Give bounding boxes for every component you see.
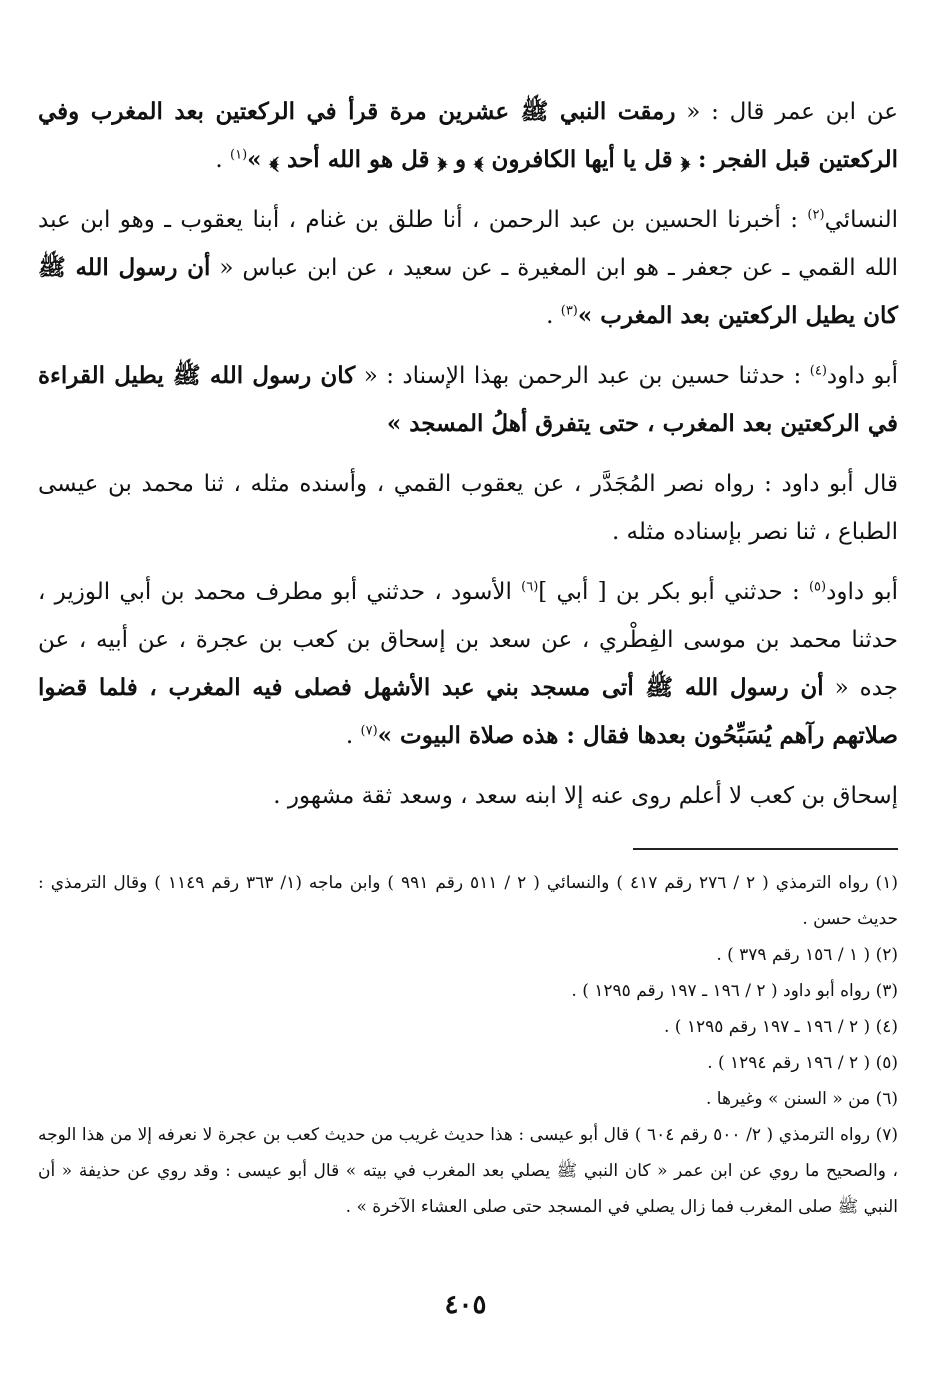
text-segment: النسائي bbox=[824, 207, 898, 233]
paragraph bbox=[38, 352, 898, 448]
footnote-number: (١) bbox=[875, 873, 898, 893]
paragraph bbox=[38, 568, 898, 760]
footnote-ref: (١) bbox=[230, 147, 248, 163]
footnote-ref: (٦) bbox=[521, 579, 539, 595]
text-segment: . bbox=[215, 147, 231, 173]
text-segment: : حدثني أبو بكر بن [ أبي ] bbox=[538, 579, 809, 605]
footnote-ref: (٥) bbox=[808, 579, 827, 595]
footnote-text: ( ٢ / ١٩٦ رقم ١٢٩٤ ) . bbox=[707, 1053, 871, 1073]
text-segment: . bbox=[546, 303, 561, 329]
page-number: ٤٠٥ bbox=[444, 1290, 487, 1320]
paragraph bbox=[38, 772, 898, 820]
footnote-text: رواه الترمذي ( ٢ / ٢٧٦ رقم ٤١٧ ) والنسائي ( ٢ / ٥١١ رقم ٩٩١ ) وابن ماجه (١/ ٣٦٣ رقم ١١٤٩ ) وقال الترمذي : حديث حسن . bbox=[38, 873, 898, 929]
footnote bbox=[38, 1117, 898, 1225]
footnote-ref: (٧) bbox=[360, 723, 378, 739]
text-segment: الأسود ، حدثني أبو مطرف محمد بن أبي الوزير ، حدثنا محمد بن موسى الفِطْري ، عن سعد بن إسحاق بن كعب بن عجرة ، عن أبيه ، عن جده « bbox=[38, 579, 898, 701]
hadith-quote: كان رسول الله ﷺ يطيل القراءة في الركعتين بعد المغرب ، حتى يتفرق أهلُ المسجد » bbox=[38, 362, 898, 437]
footnote-text: رواه الترمذي ( ٢/ ٥٠٠ رقم ٦٠٤ ) قال أبو عيسى : هذا حديث غريب من حديث كعب بن عجرة لا نعرفه إلا من هذا الوجه ، والصحيح ما روي عن ابن عمر « كان النبي ﷺ يصلي بعد المغرب في بيته » قال أبو عيسى : وقد روي عن حذيفة « أن النبي ﷺ صلى المغرب فما زال يصلي في المسجد حتى صلى العشاء الآخرة » . bbox=[38, 1125, 898, 1217]
footnote-text: ( ١ / ١٥٦ رقم ٣٧٩ ) . bbox=[716, 945, 871, 965]
body-text bbox=[38, 88, 898, 820]
text-segment: عن ابن عمر قال : « bbox=[675, 99, 898, 125]
footnote-number: (٧) bbox=[875, 1125, 898, 1145]
footnote bbox=[38, 865, 898, 937]
footnote bbox=[38, 937, 898, 973]
hadith-quote: رمقت النبي ﷺ عشرين مرة قرأ في الركعتين بعد المغرب وفي الركعتين قبل الفجر : ﴿ قل يا أيها الكافرون ﴾ و ﴿ قل هو الله أحد ﴾ » bbox=[38, 98, 898, 173]
footnote-number: (٥) bbox=[875, 1053, 898, 1073]
footnote-ref: (٣) bbox=[560, 303, 578, 319]
footnote bbox=[38, 1045, 898, 1081]
footnote bbox=[38, 973, 898, 1009]
footnote bbox=[38, 1009, 898, 1045]
hadith-quote: أن رسول الله ﷺ أتى مسجد بني عبد الأشهل فصلى فيه المغرب ، فلما قضوا صلاتهم رآهم يُسَبِّحُون بعدها فقال : هذه صلاة البيوت » bbox=[38, 674, 898, 749]
text-segment: : أخبرنا الحسين بن عبد الرحمن ، أنا طلق بن غنام ، أبنا يعقوب ـ وهو ابن عبد الله القمي ـ عن جعفر ـ هو ابن المغيرة ـ عن سعيد ، عن ابن عباس « bbox=[38, 207, 898, 281]
footnote-ref: (٤) bbox=[809, 363, 827, 379]
footnote-divider bbox=[633, 848, 898, 850]
footnote-ref: (٢) bbox=[807, 207, 825, 223]
text-segment: أبو داود bbox=[826, 363, 899, 389]
paragraph bbox=[38, 88, 898, 184]
text-segment: : حدثنا حسين بن عبد الرحمن بهذا الإسناد : « bbox=[355, 363, 810, 389]
footnote-number: (٣) bbox=[875, 981, 898, 1001]
footnotes bbox=[38, 865, 898, 1225]
footnote-number: (٤) bbox=[875, 1017, 898, 1037]
footnote-number: (٦) bbox=[875, 1089, 898, 1109]
paragraph bbox=[38, 196, 898, 340]
text-segment: أبو داود bbox=[826, 579, 898, 605]
text-segment: إسحاق بن كعب لا أعلم روى عنه إلا ابنه سعد ، وسعد ثقة مشهور . bbox=[273, 783, 898, 809]
footnote-text: ( ٢ / ١٩٦ ـ ١٩٧ رقم ١٢٩٥ ) . bbox=[663, 1017, 871, 1037]
footnote-text: رواه أبو داود ( ٢ / ١٩٦ ـ ١٩٧ رقم ١٢٩٥ ) . bbox=[571, 981, 871, 1001]
text-segment: قال أبو داود : رواه نصر المُجَدَّر ، عن يعقوب القمي ، وأسنده مثله ، ثنا محمد بن عيسى الطباع ، ثنا نصر بإسناده مثله . bbox=[38, 471, 898, 545]
hadith-quote: أن رسول الله ﷺ كان يطيل الركعتين بعد المغرب » bbox=[38, 254, 898, 329]
footnote-text: من « السنن » وغيرها . bbox=[706, 1089, 871, 1109]
footnote bbox=[38, 1081, 898, 1117]
paragraph bbox=[38, 460, 898, 556]
text-segment: . bbox=[345, 723, 361, 749]
footnote-number: (٢) bbox=[875, 945, 898, 965]
